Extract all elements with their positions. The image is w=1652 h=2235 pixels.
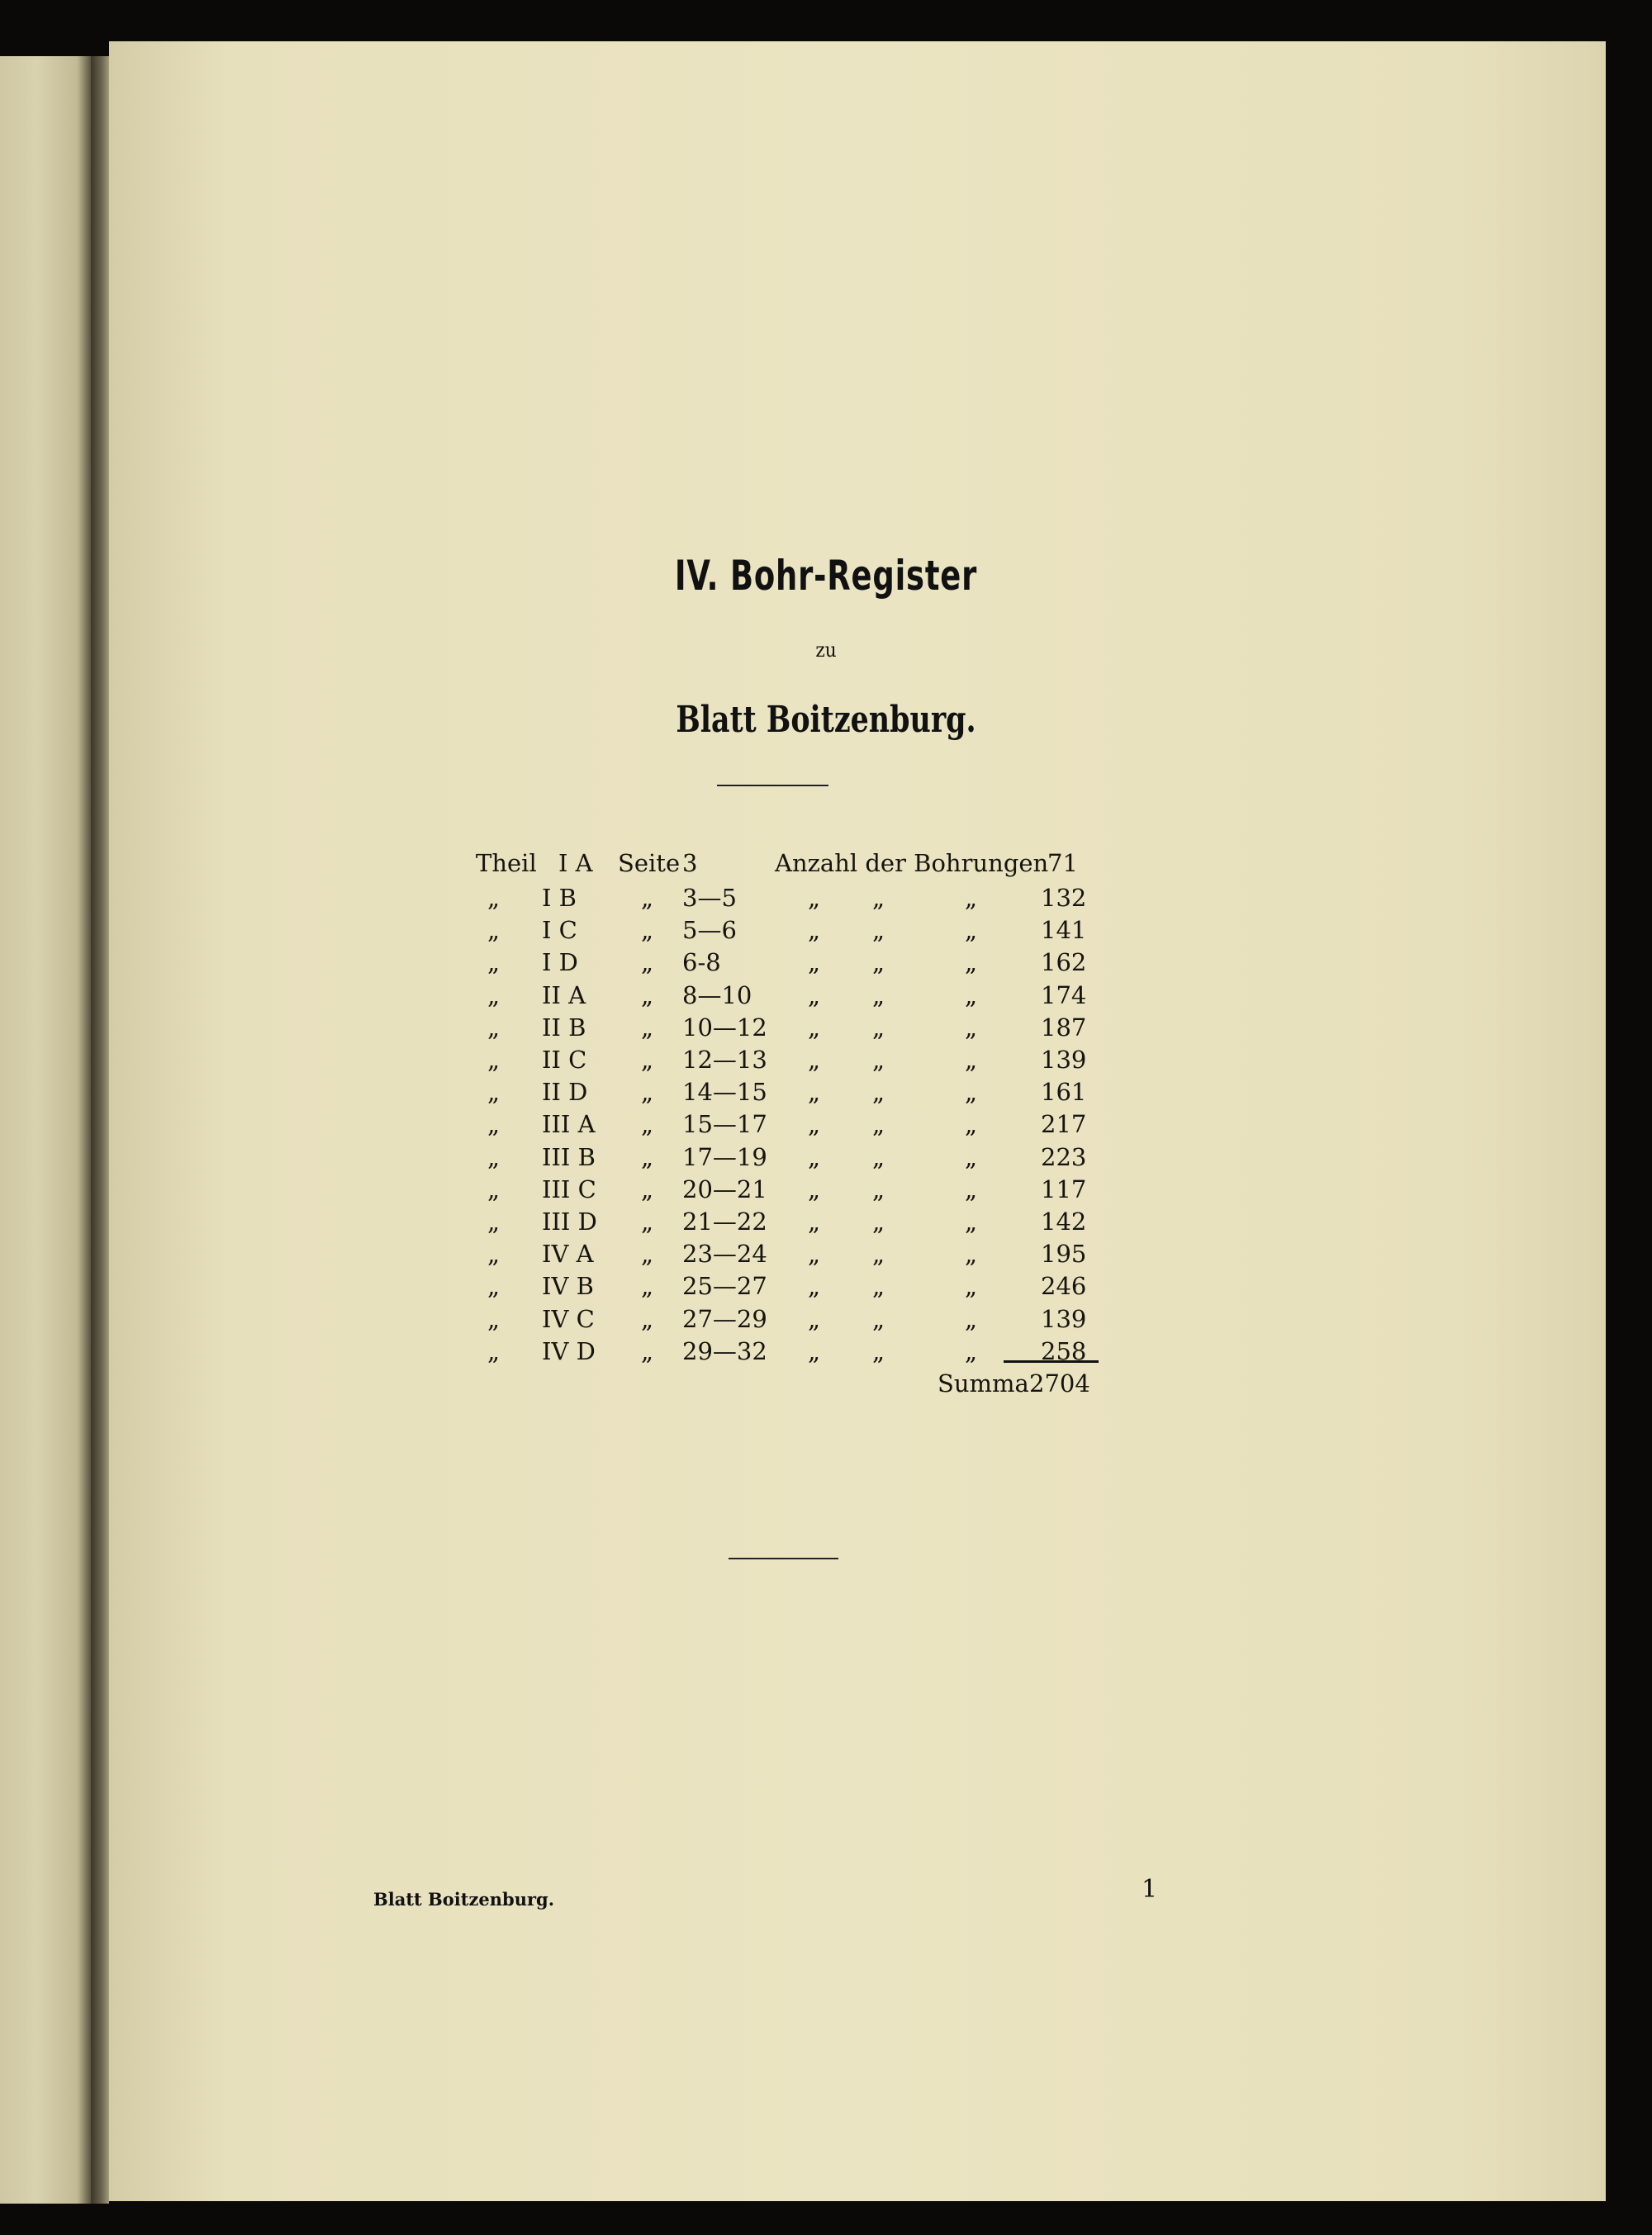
- row-pages: 10—12: [682, 1013, 767, 1042]
- ditto-page: „: [641, 1272, 654, 1301]
- ditto-count-2: „: [872, 1110, 885, 1139]
- row-part: III D: [542, 1208, 597, 1236]
- ditto-count-1: „: [808, 1142, 821, 1171]
- ditto-count-1: „: [808, 1110, 821, 1139]
- row-part: II A: [542, 980, 586, 1009]
- ditto-page: „: [641, 948, 654, 977]
- ditto-page: „: [641, 1174, 654, 1203]
- ditto-count-3: „: [965, 948, 978, 977]
- row-pages: 25—27: [682, 1272, 767, 1301]
- header-part-label: Theil: [476, 849, 537, 877]
- ditto-part: „: [487, 916, 501, 945]
- page-number: 1: [1142, 1875, 1158, 1904]
- row-pages: 20—21: [682, 1174, 767, 1203]
- ditto-count-3: „: [965, 1142, 978, 1171]
- ditto-part: „: [487, 884, 501, 912]
- row-part: IV B: [542, 1272, 594, 1301]
- total-label: Summa: [938, 1369, 1029, 1397]
- ditto-count-3: „: [965, 884, 978, 912]
- row-count: 139: [1041, 1046, 1087, 1074]
- ditto-page: „: [641, 916, 654, 945]
- ditto-count-1: „: [808, 948, 821, 977]
- register-connector: zu: [815, 638, 837, 662]
- ditto-page: „: [641, 1336, 654, 1365]
- ditto-count-1: „: [808, 1240, 821, 1269]
- ditto-part: „: [487, 1013, 501, 1042]
- ditto-count-3: „: [965, 1046, 978, 1074]
- row-count: 142: [1041, 1208, 1087, 1236]
- ditto-part: „: [487, 1110, 501, 1139]
- ditto-page: „: [641, 1046, 654, 1074]
- row-count: 132: [1041, 884, 1087, 912]
- ditto-count-2: „: [872, 1272, 885, 1301]
- ditto-part: „: [487, 1304, 501, 1333]
- row-pages: 14—15: [682, 1078, 767, 1107]
- register-subtitle: Blatt Boitzenburg.: [676, 699, 976, 741]
- sum-underline: [1004, 1360, 1099, 1363]
- row-count: 161: [1041, 1078, 1087, 1107]
- ditto-count-2: „: [872, 980, 885, 1009]
- row-count: 162: [1041, 948, 1087, 977]
- ditto-count-3: „: [965, 1272, 978, 1301]
- header-pages: 3: [682, 849, 698, 877]
- ditto-page: „: [641, 1240, 654, 1269]
- ditto-count-3: „: [965, 1240, 978, 1269]
- ditto-count-2: „: [872, 1078, 885, 1107]
- ditto-part: „: [487, 1336, 501, 1365]
- row-count: 217: [1041, 1110, 1087, 1139]
- row-count: 174: [1041, 980, 1087, 1009]
- row-count: 246: [1041, 1272, 1087, 1301]
- ditto-count-3: „: [965, 1174, 978, 1203]
- row-part: III A: [542, 1110, 596, 1139]
- row-pages: 12—13: [682, 1046, 767, 1074]
- row-count: 258: [1041, 1336, 1087, 1365]
- ditto-count-1: „: [808, 1208, 821, 1236]
- row-part: III C: [542, 1174, 596, 1203]
- page: [109, 41, 1606, 2201]
- ditto-part: „: [487, 1174, 501, 1203]
- ditto-count-2: „: [872, 1046, 885, 1074]
- ditto-count-1: „: [808, 1336, 821, 1365]
- ditto-part: „: [487, 1142, 501, 1171]
- row-part: II B: [542, 1013, 586, 1042]
- row-pages: 3—5: [682, 884, 737, 912]
- row-pages: 8—10: [682, 980, 752, 1009]
- ditto-page: „: [641, 884, 654, 912]
- ditto-page: „: [641, 1304, 654, 1333]
- ditto-count-3: „: [965, 1208, 978, 1236]
- ditto-count-2: „: [872, 1013, 885, 1042]
- row-count: 139: [1041, 1304, 1087, 1333]
- row-pages: 23—24: [682, 1240, 767, 1269]
- ditto-page: „: [641, 1013, 654, 1042]
- row-pages: 27—29: [682, 1304, 767, 1333]
- row-pages: 5—6: [682, 916, 737, 945]
- ditto-page: „: [641, 1078, 654, 1107]
- ditto-count-3: „: [965, 1013, 978, 1042]
- ditto-count-2: „: [872, 1208, 885, 1236]
- row-count: 117: [1041, 1174, 1087, 1203]
- header-page-label: Seite: [618, 849, 681, 877]
- ditto-count-3: „: [965, 1110, 978, 1139]
- ditto-count-2: „: [872, 948, 885, 977]
- ditto-page: „: [641, 1110, 654, 1139]
- ditto-page: „: [641, 1208, 654, 1236]
- ditto-part: „: [487, 980, 501, 1009]
- row-pages: 21—22: [682, 1208, 767, 1236]
- ditto-count-1: „: [808, 1174, 821, 1203]
- row-part: IV C: [542, 1304, 595, 1333]
- ditto-count-1: „: [808, 916, 821, 945]
- ditto-part: „: [487, 948, 501, 977]
- ditto-count-2: „: [872, 1174, 885, 1203]
- ditto-count-1: „: [808, 1013, 821, 1042]
- ditto-count-3: „: [965, 916, 978, 945]
- ditto-count-1: „: [808, 980, 821, 1009]
- row-part: I B: [542, 884, 577, 912]
- ditto-count-2: „: [872, 916, 885, 945]
- ditto-page: „: [641, 980, 654, 1009]
- ditto-count-1: „: [808, 1078, 821, 1107]
- row-count: 187: [1041, 1013, 1087, 1042]
- register-title: IV. Bohr-Register: [674, 552, 978, 600]
- header-part: I A: [558, 849, 593, 877]
- row-part: II D: [542, 1078, 588, 1107]
- ditto-count-1: „: [808, 884, 821, 912]
- row-count: 141: [1041, 916, 1087, 945]
- previous-page-edge: [0, 56, 91, 2204]
- ditto-count-1: „: [808, 1272, 821, 1301]
- row-part: III B: [542, 1142, 596, 1171]
- ditto-page: „: [641, 1142, 654, 1171]
- ditto-count-3: „: [965, 1078, 978, 1107]
- ditto-count-1: „: [808, 1046, 821, 1074]
- row-count: 223: [1041, 1142, 1087, 1171]
- ditto-count-3: „: [965, 1336, 978, 1365]
- ditto-count-3: „: [965, 980, 978, 1009]
- row-part: I C: [542, 916, 577, 945]
- ditto-count-2: „: [872, 1240, 885, 1269]
- ditto-count-2: „: [872, 1304, 885, 1333]
- row-pages: 29—32: [682, 1336, 767, 1365]
- ditto-part: „: [487, 1272, 501, 1301]
- header-count-label: Anzahl der Bohrungen: [775, 849, 1049, 877]
- row-part: IV D: [542, 1336, 596, 1365]
- top-divider: [717, 785, 828, 786]
- header-count: 71: [1047, 849, 1078, 877]
- row-pages: 6-8: [682, 948, 721, 977]
- row-count: 195: [1041, 1240, 1087, 1269]
- row-pages: 15—17: [682, 1110, 767, 1139]
- row-part: IV A: [542, 1240, 594, 1269]
- ditto-part: „: [487, 1240, 501, 1269]
- row-part: II C: [542, 1046, 587, 1074]
- ditto-count-3: „: [965, 1304, 978, 1333]
- row-pages: 17—19: [682, 1142, 767, 1171]
- ditto-part: „: [487, 1208, 501, 1236]
- bottom-divider: [729, 1558, 838, 1559]
- ditto-count-2: „: [872, 1142, 885, 1171]
- ditto-count-2: „: [872, 1336, 885, 1365]
- footer-sheet-name: Blatt Boitzenburg.: [373, 1889, 555, 1910]
- row-part: I D: [542, 948, 578, 977]
- book-spine: [91, 56, 109, 2204]
- total-value: 2704: [1029, 1369, 1090, 1397]
- ditto-count-2: „: [872, 884, 885, 912]
- ditto-part: „: [487, 1078, 501, 1107]
- ditto-part: „: [487, 1046, 501, 1074]
- ditto-count-1: „: [808, 1304, 821, 1333]
